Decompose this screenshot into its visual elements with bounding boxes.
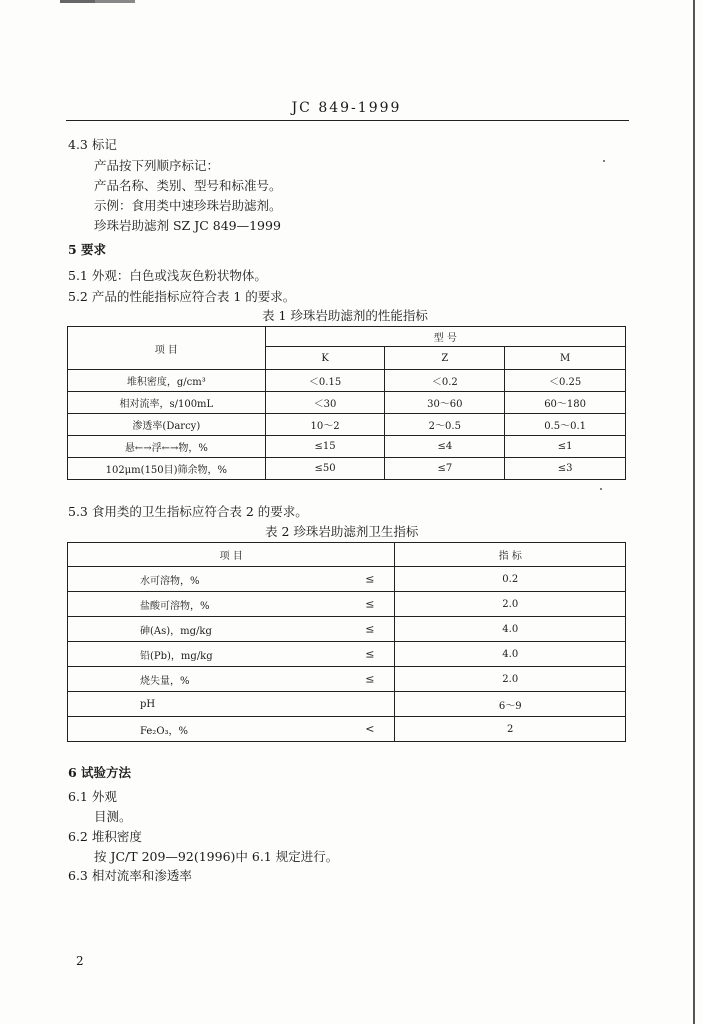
table2-caption: 表 2 珍珠岩助滤剂卫生指标 (265, 524, 419, 539)
table1-cell: ≤4 (385, 436, 505, 458)
table-row (68, 392, 626, 414)
page-number: 2 (76, 954, 84, 968)
table1-cell: 60～180 (505, 392, 626, 414)
table2-operator: < (365, 722, 375, 736)
scan-mark (95, 0, 135, 3)
paragraph-line: 产品按下列顺序标记： (94, 158, 220, 173)
table1-item: 渗透率(Darcy) (68, 414, 266, 436)
table2-item: 烧失量，% (140, 675, 190, 687)
table1-item: 相对流率，s/100mL (68, 392, 266, 414)
paragraph-line: 产品名称、类别、型号和标准号。 (94, 178, 282, 193)
table2-operator: ≤ (365, 622, 375, 636)
section-5-heading: 5 要求 (68, 242, 107, 257)
table2-value: 6～9 (395, 692, 626, 717)
table2-item: 水可溶物，% (140, 575, 200, 587)
table1-cell: ＜0.2 (385, 370, 505, 392)
table2-item-cell (68, 617, 395, 642)
table1-cell: 10～2 (265, 414, 385, 436)
header-rule (66, 120, 629, 121)
table2-item: pH (140, 698, 156, 710)
table1-cell: ≤1 (505, 436, 626, 458)
table2-item-header: 项 目 (68, 543, 395, 567)
table2-item-cell (68, 642, 395, 667)
table1-item-header: 项 目 (68, 327, 266, 370)
table1-item: 102μm(150目)筛余物，% (68, 458, 266, 480)
section-6-1-heading: 6.1 外观 (68, 789, 117, 804)
table2-item-cell (68, 567, 395, 592)
table1-cell: ＜0.15 (265, 370, 385, 392)
table2-value: 4.0 (395, 617, 626, 642)
table2-item: Fe₂O₃，% (140, 725, 189, 737)
table-row (68, 436, 626, 458)
table1-cell: ≤7 (385, 458, 505, 480)
table-row (68, 414, 626, 436)
table2-value: 4.0 (395, 642, 626, 667)
section-6-3-heading: 6.3 相对流率和渗透率 (68, 868, 192, 883)
table-row (68, 458, 626, 480)
table2-item-cell (68, 692, 395, 717)
table2-value: 2 (395, 717, 626, 742)
table1-cell: ≤3 (505, 458, 626, 480)
table1-model-header: Z (385, 347, 505, 370)
section-5-3: 5.3 食用类的卫生指标应符合表 2 的要求。 (68, 504, 308, 519)
table2-operator: ≤ (365, 572, 375, 586)
table1-model-header: K (265, 347, 385, 370)
table-row (68, 692, 626, 717)
table1-cell: 0.5～0.1 (505, 414, 626, 436)
paragraph-line: 示例：食用类中速珍珠岩助滤剂。 (94, 198, 282, 213)
table-row (68, 667, 626, 692)
table2-operator: ≤ (365, 597, 375, 611)
table1-cell: 2～0.5 (385, 414, 505, 436)
table-row (68, 592, 626, 617)
table1-caption: 表 1 珍珠岩助滤剂的性能指标 (262, 308, 428, 323)
table2-operator: ≤ (365, 647, 375, 661)
table1-cell: ≤50 (265, 458, 385, 480)
section-5-1: 5.1 外观：白色或浅灰色粉状物体。 (68, 268, 267, 283)
table-row (68, 567, 626, 592)
table1-cell: ≤15 (265, 436, 385, 458)
section-6-2-heading: 6.2 堆积密度 (68, 829, 142, 844)
table2-operator: ≤ (365, 672, 375, 686)
table2-value: 2.0 (395, 667, 626, 692)
section-6-1-body: 目测。 (94, 809, 132, 824)
table2-item-cell (68, 717, 395, 742)
table-row (68, 617, 626, 642)
table1-item: 悬←→浮←→物，% (68, 436, 266, 458)
table1-item: 堆积密度，g/cm³ (68, 370, 266, 392)
section-5-2: 5.2 产品的性能指标应符合表 1 的要求。 (68, 289, 296, 304)
table2 (67, 542, 626, 742)
table2-value-header: 指 标 (395, 543, 626, 567)
table1-cell: 30～60 (385, 392, 505, 414)
table1-group-header: 型 号 (265, 327, 625, 347)
page-header: JC 849-1999 (291, 100, 402, 116)
scan-speck (600, 488, 602, 490)
table2-item: 砷(As)，mg/kg (140, 625, 212, 637)
table2-value: 0.2 (395, 567, 626, 592)
table2-item-cell (68, 667, 395, 692)
table2-item: 盐酸可溶物，% (140, 600, 210, 612)
table-row (68, 717, 626, 742)
section-6-2-body: 按 JC/T 209—92(1996)中 6.1 规定进行。 (94, 849, 339, 864)
table1-cell: ＜30 (265, 392, 385, 414)
section-4-3-heading: 4.3 标记 (68, 137, 117, 152)
section-6-heading: 6 试验方法 (68, 765, 132, 780)
table2-item-cell (68, 592, 395, 617)
page-edge (693, 0, 695, 1024)
table-row (68, 642, 626, 667)
table2-item: 铅(Pb)，mg/kg (140, 650, 213, 662)
table1 (67, 326, 626, 480)
table-row (68, 370, 626, 392)
table1-cell: ＜0.25 (505, 370, 626, 392)
paragraph-line: 珍珠岩助滤剂 SZ JC 849—1999 (94, 218, 281, 233)
table2-value: 2.0 (395, 592, 626, 617)
scan-speck (603, 160, 605, 162)
table1-model-header: M (505, 347, 626, 370)
